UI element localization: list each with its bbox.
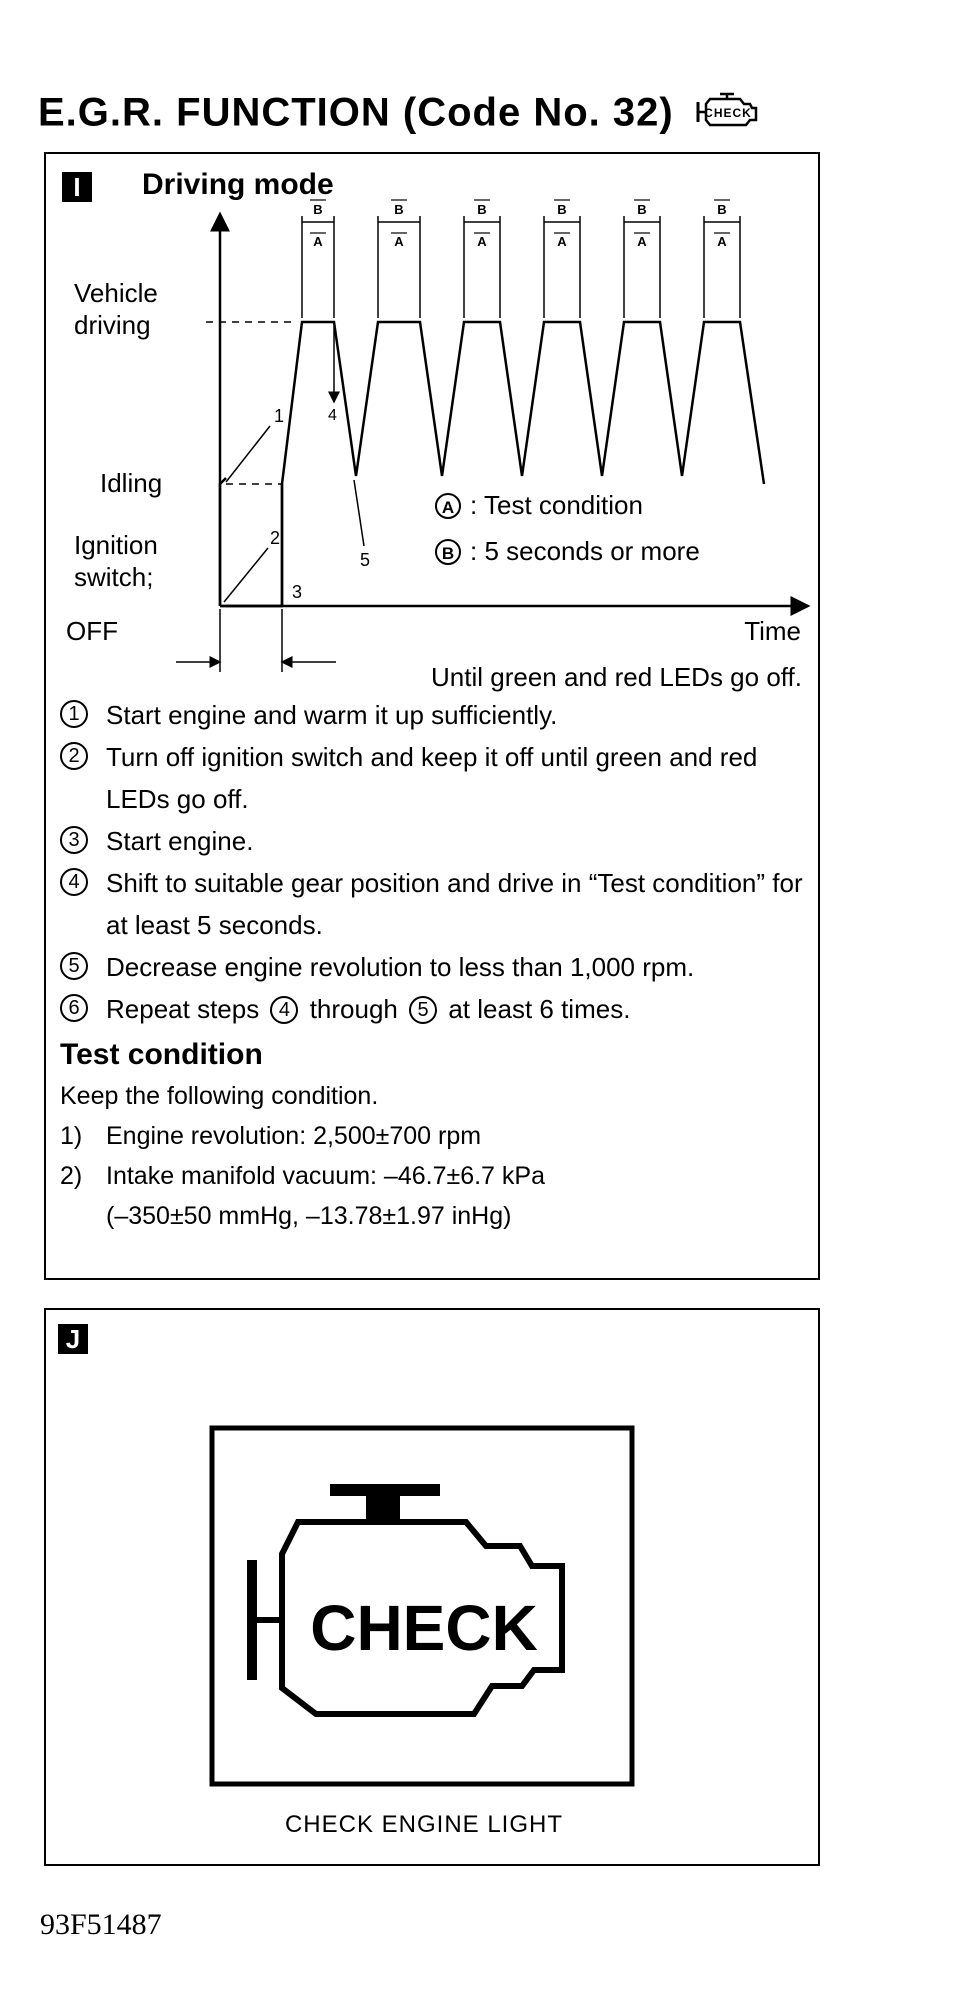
step-ref-4: 4 <box>270 996 298 1024</box>
step-6-post: at least 6 times. <box>448 994 631 1024</box>
callout-3: 3 <box>292 582 303 602</box>
label-time: Time <box>744 616 801 646</box>
label-vehicle: Vehicle <box>74 278 158 308</box>
item-text-2: (–350±50 mmHg, –13.78±1.97 inHg) <box>106 1202 512 1230</box>
step-number: 1 <box>60 700 88 728</box>
svg-text:A: A <box>441 498 455 517</box>
step-text: Start engine. <box>106 826 254 856</box>
step-4 <box>60 862 810 946</box>
callout-4: 4 <box>328 407 337 424</box>
callout-1: 1 <box>274 406 285 426</box>
label-idling: Idling <box>100 468 163 498</box>
panel-badge-j: J <box>58 1324 88 1354</box>
a-label-2: A <box>394 234 404 249</box>
figure-id: 93F51487 <box>40 1908 162 1941</box>
panel-badge-i: I <box>62 172 92 202</box>
check-icon-text: CHECK <box>310 1592 538 1664</box>
check-engine-panel <box>44 1308 820 1866</box>
graph-legend <box>436 490 700 566</box>
step-number: 2 <box>60 742 88 770</box>
driving-mode-panel <box>44 152 820 1280</box>
item-number: 2) <box>60 1162 83 1190</box>
a-label-1: A <box>313 234 323 249</box>
b-label-4: B <box>557 202 567 217</box>
procedure-steps <box>60 694 810 1236</box>
step-6-mid: through <box>309 994 398 1024</box>
step-6 <box>60 988 810 1030</box>
label-off: OFF <box>66 616 118 646</box>
label-driving: driving <box>74 310 151 340</box>
b-duration-markers <box>302 200 740 318</box>
step-number: 3 <box>60 826 88 854</box>
test-condition-heading: Test condition <box>60 1038 263 1071</box>
label-switch: switch; <box>74 562 154 592</box>
step-text: Turn off ignition switch and keep it off until green and red LEDs go off. <box>106 742 758 814</box>
step-2 <box>60 736 810 820</box>
b-label-6: B <box>717 202 727 217</box>
step-number: 6 <box>60 994 88 1022</box>
test-condition-item-1 <box>60 1116 810 1156</box>
legend-test-condition: : Test condition <box>470 490 643 520</box>
a-label-3: A <box>477 234 487 249</box>
check-engine-icon <box>694 90 760 140</box>
b-label-2: B <box>394 202 404 217</box>
title-text: E.G.R. FUNCTION (Code No. 32) <box>38 90 674 135</box>
legend-five-seconds: : 5 seconds or more <box>470 536 700 566</box>
page-title <box>38 90 760 140</box>
step-5 <box>60 946 810 988</box>
step-number: 4 <box>60 868 88 896</box>
b-label-3: B <box>477 202 487 217</box>
item-text: Engine revolution: 2,500±700 rpm <box>106 1122 482 1150</box>
step-ref-5: 5 <box>409 996 437 1024</box>
step-6-pre: Repeat steps <box>106 994 260 1024</box>
callout-2: 2 <box>270 528 281 548</box>
step-text: Shift to suitable gear position and drive in “Test condition” for at least 5 seconds. <box>106 868 803 940</box>
item-number: 1) <box>60 1122 83 1150</box>
step-text: Start engine and warm it up sufficiently. <box>106 700 558 730</box>
driving-mode-graph <box>46 154 818 694</box>
step-1 <box>60 694 810 736</box>
check-engine-light-icon <box>46 1310 818 1864</box>
step-text: Decrease engine revolution to less than 1,000 rpm. <box>106 952 695 982</box>
label-ignition: Ignition <box>74 530 158 560</box>
item-text: Intake manifold vacuum: –46.7±6.7 kPa <box>106 1162 545 1190</box>
a-label-4: A <box>557 234 567 249</box>
check-engine-caption: CHECK ENGINE LIGHT <box>284 1811 564 1838</box>
a-label-5: A <box>637 234 647 249</box>
led-off-note: Until green and red LEDs go off. <box>431 662 802 692</box>
test-condition-intro: Keep the following condition. <box>60 1082 379 1110</box>
test-condition-item-2 <box>60 1156 810 1236</box>
driving-mode-heading: Driving mode <box>142 168 334 201</box>
callout-5: 5 <box>360 550 371 570</box>
a-label-6: A <box>717 234 727 249</box>
step-3 <box>60 820 810 862</box>
b-label-1: B <box>313 202 323 217</box>
b-label-5: B <box>637 202 647 217</box>
svg-text:CHECK: CHECK <box>703 106 752 120</box>
step-number: 5 <box>60 952 88 980</box>
svg-text:B: B <box>441 544 455 563</box>
